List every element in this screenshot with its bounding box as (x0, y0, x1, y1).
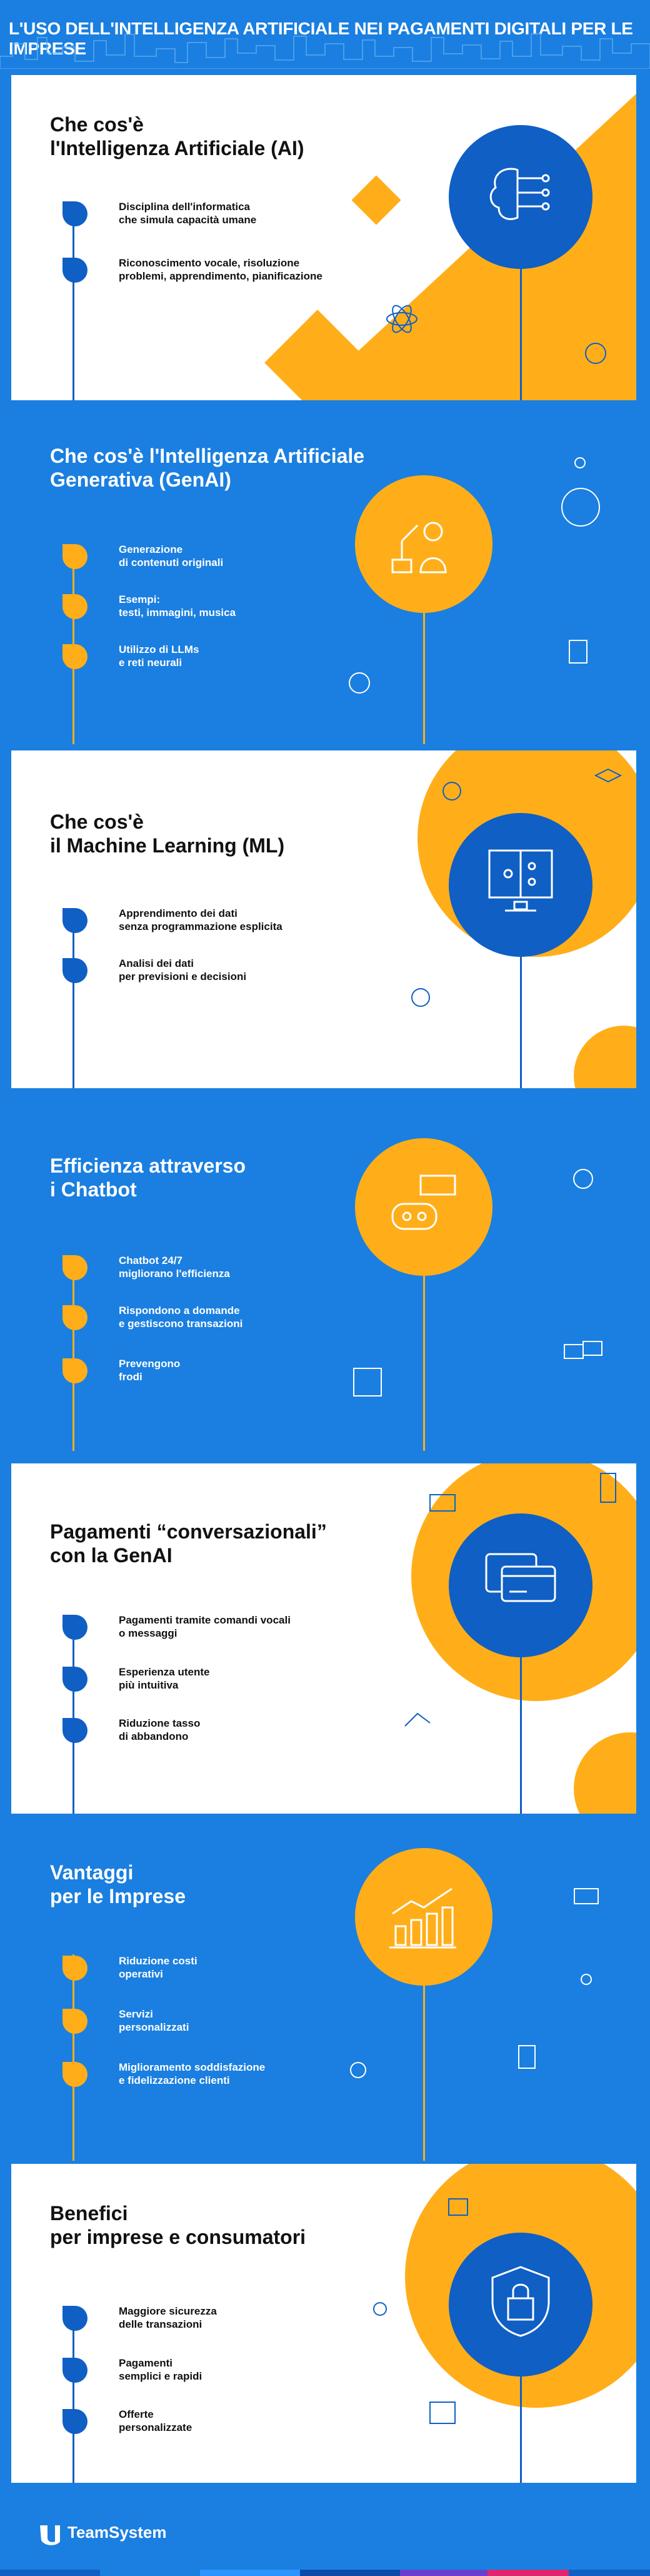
page-title: L'USO DELL'INTELLIGENZA ARTIFICIALE NEI PAGAMENTI DIGITALI PER LE IMPRESE (9, 19, 633, 58)
section-title: Pagamenti “conversazionali” con la GenAI (50, 1520, 327, 1567)
orange-blob-decoration (574, 1732, 636, 1814)
circle-stem (520, 1657, 522, 1814)
section-genai (11, 407, 636, 744)
mobile-payment-icon (424, 2398, 461, 2430)
growth-chart-icon (386, 1882, 461, 1951)
circle-stem (520, 269, 522, 400)
brain-icon (483, 156, 558, 231)
list-item-text: Riduzione tasso di abbandono (119, 1717, 201, 1742)
section-benefits-both (11, 2164, 636, 2483)
leaf-icon (62, 2358, 88, 2383)
list-item-text: Utilizzo di LLMs e reti neurali (119, 644, 199, 669)
lock-icon (442, 2183, 474, 2220)
list-item-text: Riduzione costi operativi (119, 1955, 198, 1980)
circle-stem (423, 1276, 425, 1451)
section-conversational-payments (11, 1463, 636, 1814)
list-item (62, 1254, 325, 1294)
list-item-text: Analisi dei dati per previsioni e decisioni (119, 957, 247, 982)
chat-bubbles-icon (561, 1338, 605, 1370)
list-item (62, 200, 325, 240)
teamsystem-logo-icon (38, 2523, 62, 2545)
list-item (62, 957, 325, 997)
list-item-text: Maggiore sicurezza delle transazioni (119, 2305, 217, 2330)
orange-blob-decoration (574, 1026, 636, 1088)
pos-terminal-icon (596, 1470, 621, 1507)
list-item-text: Servizi personalizzati (119, 2008, 189, 2033)
section-ml (11, 750, 636, 1088)
color-stripe (0, 2570, 100, 2576)
support-agent-icon (568, 1163, 599, 1195)
color-stripe (200, 2570, 300, 2576)
robot-arm-icon (386, 507, 461, 582)
circle-stem (423, 1986, 425, 2161)
gear-brain-icon (436, 775, 468, 807)
circle-stem (520, 2376, 522, 2483)
chat-window-icon (349, 1363, 386, 1401)
list-item (62, 643, 325, 683)
leaf-icon (62, 2009, 88, 2034)
footer (0, 2502, 650, 2576)
book-screen-icon (483, 844, 558, 919)
skyline-decoration (0, 25, 650, 69)
list-item-text: Esempi: testi, immagini, musica (119, 593, 236, 619)
user-badge-icon (361, 2295, 399, 2333)
ai-head-icon (580, 338, 611, 369)
list-item-text: Prevengono frodi (119, 1358, 181, 1383)
list-item-text: Offerte personalizzate (119, 2408, 192, 2433)
list-item-text: Pagamenti tramite comandi vocali o messaggi (119, 1614, 291, 1639)
sparkle-icon (399, 1701, 436, 1732)
section-title: Che cos'è l'Intelligenza Artificiale (AI) (50, 113, 304, 159)
atom-icon (383, 300, 421, 338)
palette-icon (346, 669, 373, 697)
section-title: Che cos'è l'Intelligenza Artificiale Generativa (GenAI) (50, 445, 365, 491)
circle-stem (423, 613, 425, 744)
leaf-icon (62, 2409, 88, 2434)
list-item (62, 1357, 325, 1397)
handshake-icon (342, 2054, 374, 2086)
invoice-icon (511, 2042, 542, 2073)
section-chatbot (11, 1101, 636, 1451)
color-stripe (400, 2570, 488, 2576)
leaf-icon (62, 908, 88, 933)
leaf-icon (62, 1305, 88, 1330)
list-item-text: Generazione di contenuti originali (119, 543, 224, 568)
chatbot-icon (386, 1173, 461, 1241)
card-hand-icon (424, 1488, 461, 1520)
section-title: Benefici per imprese e consumatori (50, 2202, 306, 2248)
ring-decoration (561, 488, 600, 527)
leaf-icon (62, 594, 88, 619)
list-item-text: Pagamenti semplici e rapidi (119, 2357, 202, 2382)
list-item-text: Disciplina dell'informatica che simula capacità umane (119, 201, 257, 226)
list-item (62, 1954, 325, 1994)
credit-card-icon (483, 1548, 558, 1617)
list-item (62, 1717, 325, 1757)
list-item-text: Chatbot 24/7 migliorano l'efficienza (119, 1255, 230, 1280)
list-item-text: Riconoscimento vocale, risoluzione problemi, apprendimento, pianificazione (119, 257, 322, 282)
graduation-cap-icon (592, 763, 624, 794)
list-item (62, 543, 325, 583)
leaf-icon (62, 1615, 88, 1640)
brand-name: TeamSystem (68, 2523, 167, 2542)
leaf-icon (62, 258, 88, 283)
leaf-icon (62, 544, 88, 569)
color-stripe (100, 2570, 200, 2576)
list-item-text: Esperienza utente più intuitiva (119, 1666, 210, 1691)
shield-lock-icon (486, 2264, 555, 2339)
list-item (62, 2356, 325, 2397)
section-title: Vantaggi per le Imprese (50, 1861, 186, 1907)
list-item (62, 2408, 325, 2448)
molecule-icon (405, 982, 436, 1013)
list-item (62, 2061, 325, 2101)
list-item (62, 1665, 325, 1705)
color-stripe (488, 2570, 569, 2576)
header (0, 0, 650, 69)
leaf-icon (62, 2306, 88, 2331)
section-title: Che cos'è il Machine Learning (ML) (50, 811, 285, 857)
leaf-icon (62, 201, 88, 226)
leaf-icon (62, 2062, 88, 2087)
list-item (62, 907, 325, 947)
list-item-text: Apprendimento dei dati senza programmazione esplicita (119, 907, 282, 932)
timeline-line (72, 213, 74, 400)
list-item (62, 1614, 325, 1654)
list-item (62, 2305, 325, 2345)
list-item (62, 256, 325, 296)
section-ai (11, 75, 636, 400)
section-benefits-business (11, 1823, 636, 2161)
leaf-icon (62, 1255, 88, 1280)
list-item (62, 2008, 325, 2048)
presenter-icon (571, 1967, 602, 1998)
leaf-icon (62, 958, 88, 983)
bar-chart-icon (571, 1882, 602, 1907)
leaf-icon (62, 644, 88, 669)
list-item (62, 593, 325, 633)
leaf-icon (62, 1956, 88, 1981)
list-item (62, 1304, 325, 1344)
list-item-text: Miglioramento soddisfazione e fidelizzazione clienti (119, 2061, 266, 2086)
leaf-icon (62, 1667, 88, 1692)
section-title: Efficienza attraverso i Chatbot (50, 1154, 246, 1201)
color-stripe (300, 2570, 400, 2576)
network-icon (568, 450, 592, 475)
document-icon (564, 638, 592, 665)
color-stripe (569, 2570, 650, 2576)
leaf-icon (62, 1718, 88, 1743)
circle-stem (520, 957, 522, 1088)
list-item-text: Rispondono a domande e gestiscono transazioni (119, 1305, 243, 1330)
leaf-icon (62, 1358, 88, 1383)
